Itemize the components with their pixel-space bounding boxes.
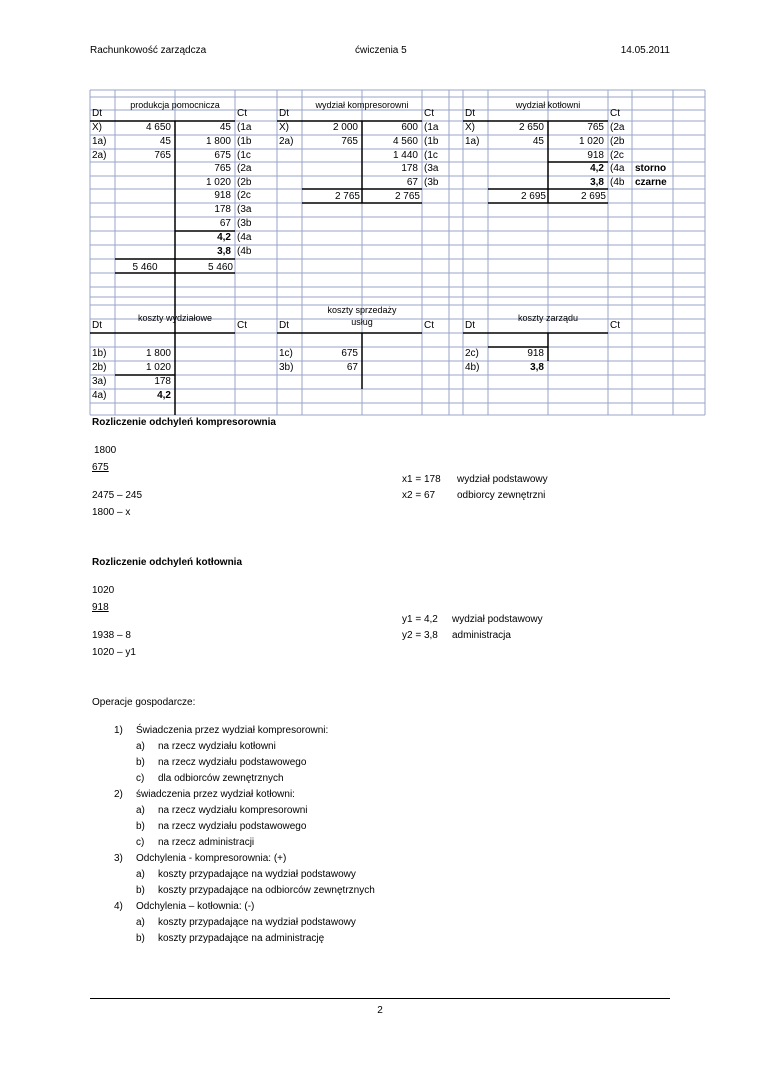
kotlownia-dt-value: 2 650 (518, 122, 544, 133)
komp-x1: x1 = 178 (402, 474, 441, 485)
operation-sub-letter: b) (136, 757, 145, 768)
produkcja-ct-value: 3,8 (217, 246, 231, 257)
produkcja-ct-value: 675 (214, 150, 231, 161)
produkcja-ct-ref: (4a (237, 232, 252, 243)
kotlownia-title: wydział kotłowni (515, 100, 581, 110)
operation-text: Świadczenia przez wydział kompresorowni: (136, 725, 329, 736)
kompresorownia-title: Rozliczenie odchyleń kompresorownia (92, 417, 276, 428)
produkcja-title: produkcja pomocnicza (130, 100, 220, 110)
kompresorownia-ct-value: 600 (401, 122, 418, 133)
kotl-line-3: 1938 – 8 (92, 630, 131, 641)
kotl-line-1: 1020 (92, 585, 115, 596)
kompresorownia-dt-value: 2 000 (332, 122, 358, 133)
kotlownia-ct-ref: (2a (610, 122, 625, 133)
operation-number: 1) (114, 725, 123, 736)
produkcja-ct-ref: (2c (237, 190, 251, 201)
kotlownia-ct-ref: (2b (610, 136, 625, 147)
operation-text: Odchylenia - kompresorownia: (+) (136, 853, 287, 864)
operation-sub-text: koszty przypadające na administrację (158, 933, 325, 944)
sprzedazy-title: koszty sprzedaży (327, 305, 397, 315)
produkcja-ct-ref: (3a (237, 204, 252, 215)
operation-sub-text: koszty przypadające na odbiorców zewnętrznych (158, 885, 375, 896)
sprzedazy-dt-ref: 1c) (279, 348, 293, 359)
produkcja-dt-value: 45 (159, 136, 171, 147)
operation-sub-text: na rzecz wydziału kotłowni (158, 741, 276, 752)
komp-line-1: 1800 (94, 445, 117, 456)
produkcja-dt-ref: 2a) (92, 150, 107, 161)
operation-sub-letter: a) (136, 869, 145, 880)
operation-sub-letter: a) (136, 805, 145, 816)
kotl-y1: y1 = 4,2 (402, 614, 438, 625)
produkcja-dt-ref: X) (92, 122, 102, 133)
kotl-line-2: 918 (92, 602, 109, 613)
sprzedazy-ct-label: Ct (424, 320, 434, 331)
wydzialowe-dt-ref: 3a) (92, 376, 107, 387)
kompresorownia-ct-ref: (1a (424, 122, 439, 133)
zarzadu-dt-ref: 4b) (465, 362, 480, 373)
operation-sub-letter: b) (136, 885, 145, 896)
kotlownia-dt-value: 45 (532, 136, 544, 147)
kotlownia-sum-dt: 2 695 (520, 191, 546, 202)
operation-sub-letter: b) (136, 933, 145, 944)
kotl-y1-desc: wydział podstawowy (452, 614, 543, 625)
produkcja-ct-ref: (2a (237, 163, 252, 174)
kotlownia-ct-label: Ct (610, 108, 620, 119)
komp-x1-desc: wydział podstawowy (457, 474, 548, 485)
kotlownia-dt-ref: X) (465, 122, 475, 133)
operation-sub-letter: c) (136, 773, 145, 784)
page-number: 2 (377, 1005, 383, 1016)
wydzialowe-dt-ref: 2b) (92, 362, 107, 373)
produkcja-ct-ref: (1c (237, 150, 251, 161)
zarzadu-ct-label: Ct (610, 320, 620, 331)
wydzialowe-title: koszty wydziałowe (137, 313, 213, 323)
kotlownia-sum-ct: 2 695 (580, 191, 606, 202)
kompresorownia-sum-dt: 2 765 (334, 191, 360, 202)
kompresorownia-ct-ref: (1c (424, 150, 438, 161)
kompresorownia-title: wydział kompresorowni (315, 100, 409, 110)
produkcja-ct-ref: (3b (237, 218, 252, 229)
komp-x2-desc: odbiorcy zewnętrzni (457, 490, 546, 501)
kotlownia-ct-value: 1 020 (578, 136, 604, 147)
kompresorownia-ct-value: 67 (406, 177, 418, 188)
produkcja-ct-ref: (1a (237, 122, 252, 133)
operation-sub-text: koszty przypadające na wydział podstawowy (158, 917, 356, 928)
kompresorownia-dt-label: Dt (279, 108, 289, 119)
produkcja-ct-value: 4,2 (217, 232, 231, 243)
produkcja-ct-value: 1 800 (205, 136, 231, 147)
sprzedazy-title-2: usług (351, 317, 373, 327)
kompresorownia-ct-ref: (3a (424, 163, 439, 174)
kotl-y2: y2 = 3,8 (402, 630, 438, 641)
header-center: ćwiczenia 5 (355, 45, 407, 56)
wydzialowe-dt-value: 178 (154, 376, 171, 387)
kotl-line-4: 1020 – y1 (92, 647, 136, 658)
operation-sub-text: na rzecz administracji (158, 837, 255, 848)
zarzadu-dt-value: 918 (527, 348, 544, 359)
sprzedazy-dt-value: 675 (341, 348, 358, 359)
operation-number: 3) (114, 853, 123, 864)
zarzadu-title: koszty zarządu (517, 313, 579, 323)
produkcja-ct-value: 67 (219, 218, 231, 229)
operation-text: Odchylenia – kotłownia: (-) (136, 901, 255, 912)
kotlownia-ct-value: 4,2 (590, 163, 604, 174)
kotl-y2-desc: administracja (452, 630, 511, 641)
produkcja-dt-label: Dt (92, 108, 102, 119)
produkcja-dt-value: 4 650 (145, 122, 171, 133)
kotlownia-ct-ref: (4b (610, 177, 625, 188)
produkcja-dt-value: 765 (154, 150, 171, 161)
kotlownia-ct-ref: (2c (610, 150, 624, 161)
zarzadu-dt-ref: 2c) (465, 348, 479, 359)
kompresorownia-ct-value: 4 560 (392, 136, 418, 147)
produkcja-ct-ref: (2b (237, 177, 252, 188)
operation-sub-text: dla odbiorców zewnętrznych (158, 773, 284, 784)
produkcja-ct-ref: (4b (237, 246, 252, 257)
produkcja-ct-value: 45 (219, 122, 231, 133)
kompresorownia-ct-ref: (3b (424, 177, 439, 188)
wydzialowe-dt-ref: 1b) (92, 348, 107, 359)
operation-number: 2) (114, 789, 123, 800)
operation-sub-letter: a) (136, 917, 145, 928)
operation-sub-letter: c) (136, 837, 145, 848)
sprzedazy-dt-value: 67 (346, 362, 358, 373)
produkcja-ct-label: Ct (237, 108, 247, 119)
kotlownia-dt-ref: 1a) (465, 136, 480, 147)
kotlownia-ct-value: 3,8 (590, 177, 604, 188)
operation-text: świadczenia przez wydział kotłowni: (136, 789, 295, 800)
kompresorownia-dt-ref: X) (279, 122, 289, 133)
wydzialowe-dt-value: 1 020 (145, 362, 171, 373)
komp-x2: x2 = 67 (402, 490, 436, 501)
zarzadu-dt-label: Dt (465, 320, 475, 331)
kotlownia-title: Rozliczenie odchyleń kotłownia (92, 557, 243, 568)
header-left: Rachunkowość zarządcza (90, 45, 207, 56)
kompresorownia-dt-ref: 2a) (279, 136, 294, 147)
kotlownia-dt-label: Dt (465, 108, 475, 119)
wydzialowe-dt-value: 4,2 (157, 390, 171, 401)
produkcja-ct-value: 918 (214, 190, 231, 201)
kompresorownia-ct-value: 178 (401, 163, 418, 174)
wydzialowe-dt-ref: 4a) (92, 390, 107, 401)
wydzialowe-dt-label: Dt (92, 320, 102, 331)
produkcja-ct-ref: (1b (237, 136, 252, 147)
produkcja-dt-ref: 1a) (92, 136, 107, 147)
footer-rule (90, 998, 670, 999)
zarzadu-dt-value: 3,8 (530, 362, 544, 373)
kotlownia-note-1: storno (635, 163, 667, 174)
produkcja-sum-ct: 5 460 (207, 262, 233, 273)
kotlownia-ct-value: 918 (587, 150, 604, 161)
operation-sub-letter: b) (136, 821, 145, 832)
operation-sub-letter: a) (136, 741, 145, 752)
komp-line-4: 1800 – x (92, 507, 131, 518)
kompresorownia-dt-value: 765 (341, 136, 358, 147)
header-right: 14.05.2011 (620, 45, 670, 56)
wydzialowe-dt-value: 1 800 (145, 348, 171, 359)
kompresorownia-ct-value: 1 440 (392, 150, 418, 161)
operation-sub-text: koszty przypadające na wydział podstawowy (158, 869, 356, 880)
produkcja-ct-value: 178 (214, 204, 231, 215)
operation-sub-text: na rzecz wydziału podstawowego (158, 821, 307, 832)
operation-sub-text: na rzecz wydziału kompresorowni (158, 805, 308, 816)
sprzedazy-dt-ref: 3b) (279, 362, 294, 373)
komp-line-3: 2475 – 245 (92, 490, 143, 501)
kompresorownia-ct-ref: (1b (424, 136, 439, 147)
sprzedazy-dt-label: Dt (279, 320, 289, 331)
komp-line-2: 675 (92, 462, 109, 473)
wydzialowe-ct-label: Ct (237, 320, 247, 331)
operation-number: 4) (114, 901, 123, 912)
produkcja-sum-dt: 5 460 (132, 262, 158, 273)
kotlownia-ct-value: 765 (587, 122, 604, 133)
produkcja-ct-value: 1 020 (205, 177, 231, 188)
produkcja-ct-value: 765 (214, 163, 231, 174)
kotlownia-note-2: czarne (635, 177, 667, 188)
kotlownia-ct-ref: (4a (610, 163, 625, 174)
kompresorownia-ct-label: Ct (424, 108, 434, 119)
operations-title: Operacje gospodarcze: (92, 697, 196, 708)
kompresorownia-sum-ct: 2 765 (394, 191, 420, 202)
operation-sub-text: na rzecz wydziału podstawowego (158, 757, 307, 768)
